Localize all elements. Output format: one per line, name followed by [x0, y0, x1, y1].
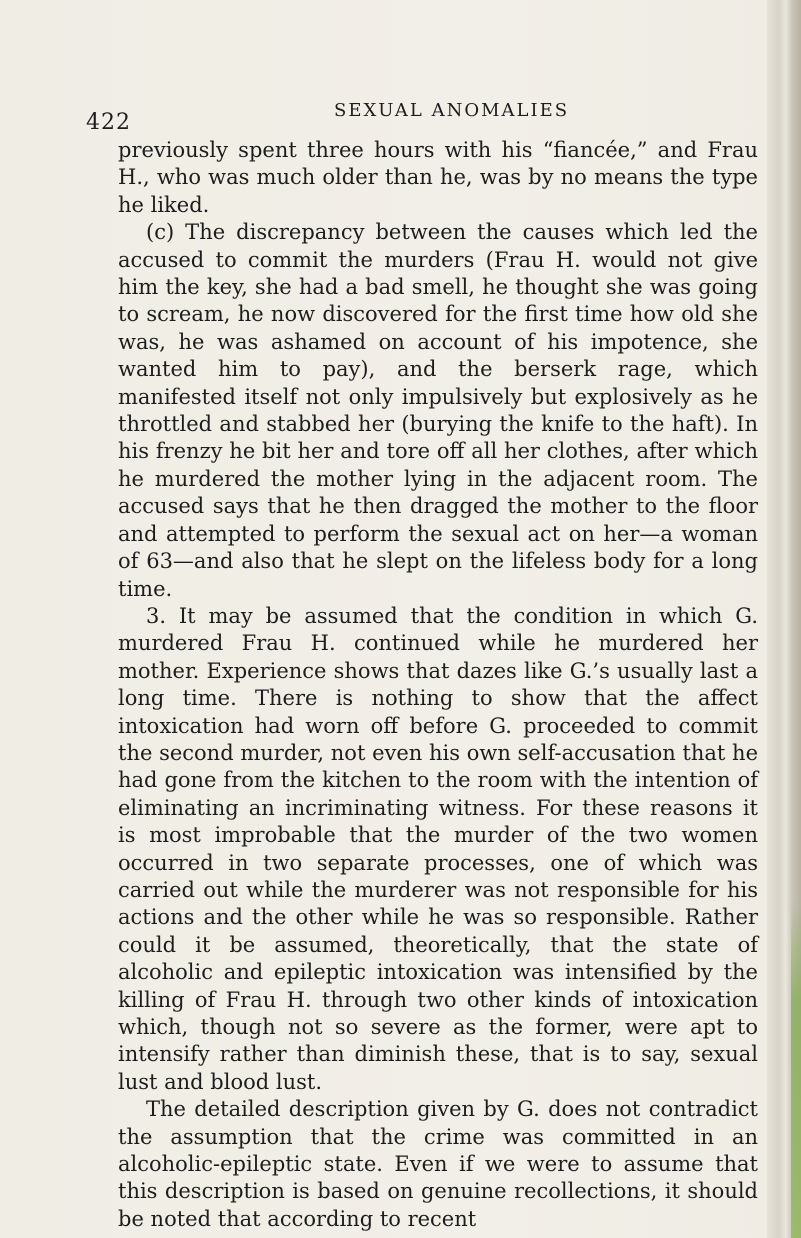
running-head: SEXUAL ANOMALIES: [334, 100, 570, 121]
page-number: 422: [86, 110, 131, 135]
paragraph-continuation: previously spent three hours with his “fiancée,” and Frau H., who was much older than he, was by no means the type he liked.: [118, 138, 758, 217]
paragraph-description: The detailed description given by G. does not contradict the assumption that the crime was committed in an alcoholic-epileptic state. Even if we were to assume that this description is based on genuine recollections, it should be noted that according to recent: [118, 1097, 758, 1231]
paragraph-c: (c) The discrepancy between the causes which led the accused to commit the murders (Frau H. would not give him the key, she had a bad smell, he thought she was going to scream, he now discovered for the first time how old she was, he was ashamed on account of his impotence, she wanted him to pay), and the berserk rage, which manifested itself not only impulsively but explosively as he throttled and stabbed her (burying the knife to the haft). In his frenzy he bit her and tore off all her clothes, after which he murdered the mother lying in the adjacent room. The accused says that he then dragged the mother to the floor and attempted to perform the sexual act on her—a woman of 63—and also that he slept on the lifeless body for a long time.: [118, 220, 758, 601]
page-edge-tint: [791, 900, 801, 1238]
body-text: [118, 137, 758, 1233]
page-header: [86, 100, 776, 135]
paragraph-3: 3. It may be assumed that the condition in which G. murdered Frau H. continued while he murdered her mother. Experience shows that dazes like G.’s usually last a long time. There is nothing to show that the affect intoxication had worn off before G. proceeded to commit the second murder, not even his own self-accusation that he had gone from the kitchen to the room with the intention of eliminating an incriminating witness. For these reasons it is most improbable that the murder of the two women occurred in two separate processes, one of which was carried out while the murderer was not responsible for his actions and the other while he was so responsible. Rather could it be assumed, theoretically, that the state of alcoholic and epileptic intoxication was intensified by the killing of Frau H. through two other kinds of intoxication which, though not so severe as the former, were apt to intensify rather than diminish these, that is to say, sexual lust and blood lust.: [118, 603, 758, 1094]
